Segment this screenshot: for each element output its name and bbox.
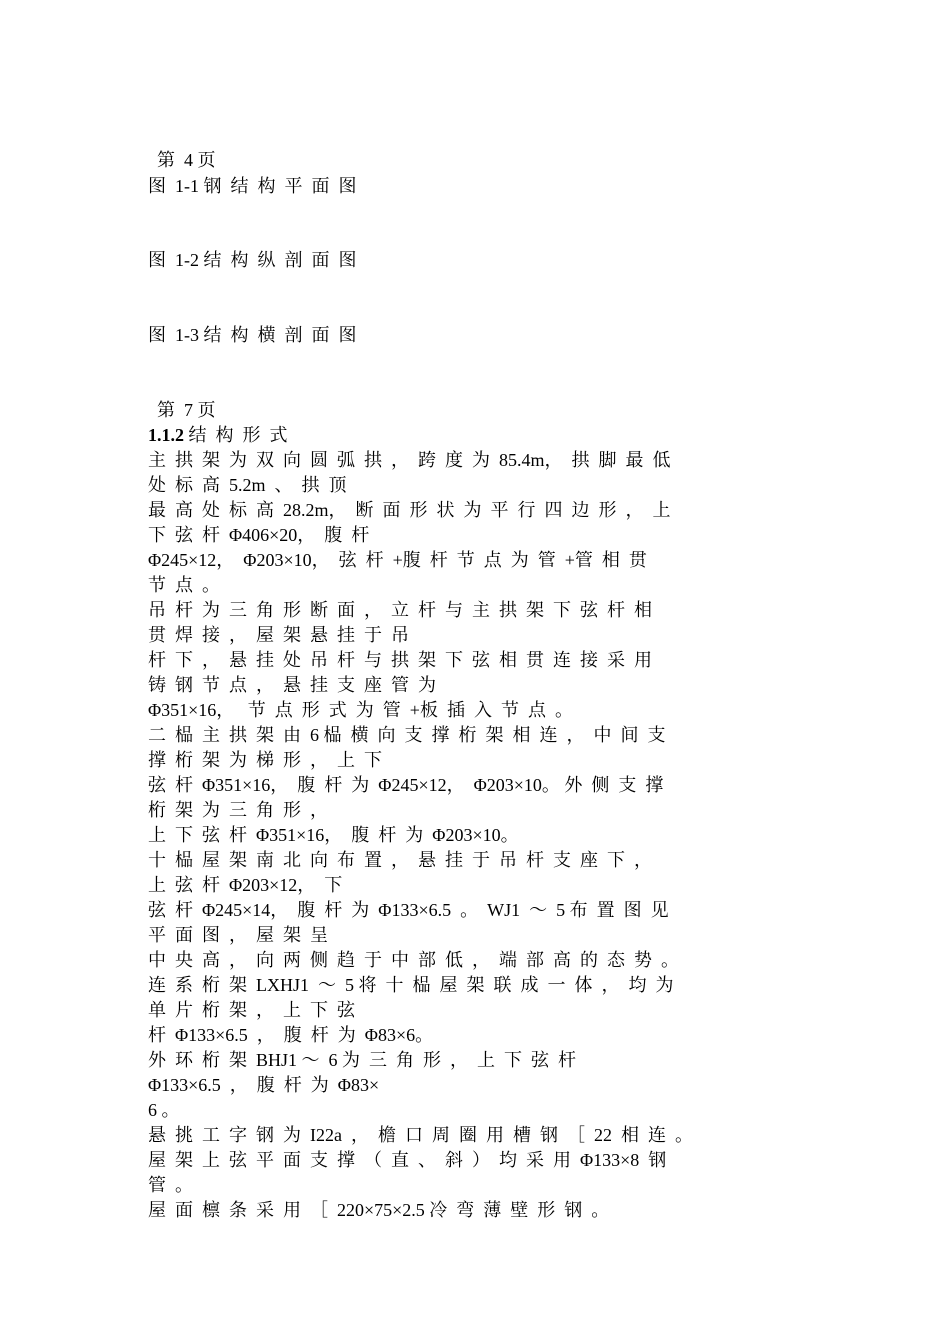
text-line: 中 央 高 ， 向 两 侧 趋 于 中 部 低 ， 端 部 高 的 态 势 。: [148, 950, 679, 970]
text-line: 上 弦 杆 Φ203×12， 下: [148, 875, 343, 895]
text-line: 弦 杆 Φ245×14， 腹 杆 为 Φ133×6.5 。 WJ1 ～ 5 布 置 图 见: [148, 900, 669, 920]
text-line: 二 榀 主 拱 架 由 6 榀 横 向 支 撑 桁 架 相 连 ， 中 间 支: [148, 725, 666, 745]
text-line: 弦 杆 Φ351×16， 腹 杆 为 Φ245×12， Φ203×10。 外 侧 支 撑: [148, 775, 664, 795]
text-line: 平 面 图 ， 屋 架 呈: [148, 925, 328, 945]
text-line: 吊 杆 为 三 角 形 断 面 ， 立 杆 与 主 拱 架 下 弦 杆 相: [148, 600, 652, 620]
section-title: 结 构 形 式: [184, 425, 288, 445]
section-number: 1.1.2: [148, 425, 184, 445]
text-line: 处 标 高 5.2m 、 拱 顶: [148, 475, 347, 495]
text-line: 十 榀 屋 架 南 北 向 布 置 ， 悬 挂 于 吊 杆 支 座 下 ，: [148, 850, 652, 870]
text-line: 连 系 桁 架 LXHJ1 ～ 5 将 十 榀 屋 架 联 成 一 体 ， 均 为: [148, 975, 674, 995]
text-line: 上 下 弦 杆 Φ351×16， 腹 杆 为 Φ203×10。: [148, 825, 519, 845]
text-line: 单 片 桁 架 ， 上 下 弦: [148, 1000, 355, 1020]
text-line: 贯 焊 接 ， 屋 架 悬 挂 于 吊: [148, 625, 409, 645]
page-number-7: 第 7 页: [148, 400, 216, 420]
text-line: 悬 挑 工 字 钢 为 I22a ， 檐 口 周 圈 用 槽 钢 ［ 22 相 连 。: [148, 1125, 693, 1145]
text-line: 6 。: [148, 1100, 180, 1120]
text-line: 下 弦 杆 Φ406×20， 腹 杆: [148, 525, 370, 545]
figure-caption-1-1: 图 1-1 钢 结 构 平 面 图: [148, 176, 357, 196]
text-line: 屋 架 上 弦 平 面 支 撑 （ 直 、 斜 ） 均 采 用 Φ133×8 钢: [148, 1150, 667, 1170]
figure-caption-1-2: 图 1-2 结 构 纵 剖 面 图: [148, 250, 357, 270]
text-line: 最 高 处 标 高 28.2m， 断 面 形 状 为 平 行 四 边 形 ， 上: [148, 500, 671, 520]
text-line: 杆 下 ， 悬 挂 处 吊 杆 与 拱 架 下 弦 相 贯 连 接 采 用: [148, 650, 652, 670]
text-line: Φ351×16， 节 点 形 式 为 管 +板 插 入 节 点 。: [148, 700, 573, 720]
text-line: 管 。: [148, 1175, 193, 1195]
figure-caption-1-3: 图 1-3 结 构 横 剖 面 图: [148, 325, 357, 345]
text-line: 外 环 桁 架 BHJ1 ～ 6 为 三 角 形 ， 上 下 弦 杆: [148, 1050, 577, 1070]
section-heading: [148, 423, 288, 447]
text-line: 屋 面 檩 条 采 用 ［ 220×75×2.5 冷 弯 薄 壁 形 钢 。: [148, 1200, 610, 1220]
text-line: 主 拱 架 为 双 向 圆 弧 拱 ， 跨 度 为 85.4m， 拱 脚 最 低: [148, 450, 671, 470]
page-number-4: 第 4 页: [148, 150, 216, 170]
text-line: 节 点 。: [148, 575, 220, 595]
text-line: 桁 架 为 三 角 形 ，: [148, 800, 328, 820]
text-line: Φ133×6.5 ， 腹 杆 为 Φ83×: [148, 1075, 380, 1095]
text-line: 撑 桁 架 为 梯 形 ， 上 下: [148, 750, 382, 770]
text-line: 杆 Φ133×6.5 ， 腹 杆 为 Φ83×6。: [148, 1025, 434, 1045]
text-line: Φ245×12， Φ203×10， 弦 杆 +腹 杆 节 点 为 管 +管 相 贯: [148, 550, 647, 570]
text-line: 铸 钢 节 点 ， 悬 挂 支 座 管 为: [148, 675, 436, 695]
